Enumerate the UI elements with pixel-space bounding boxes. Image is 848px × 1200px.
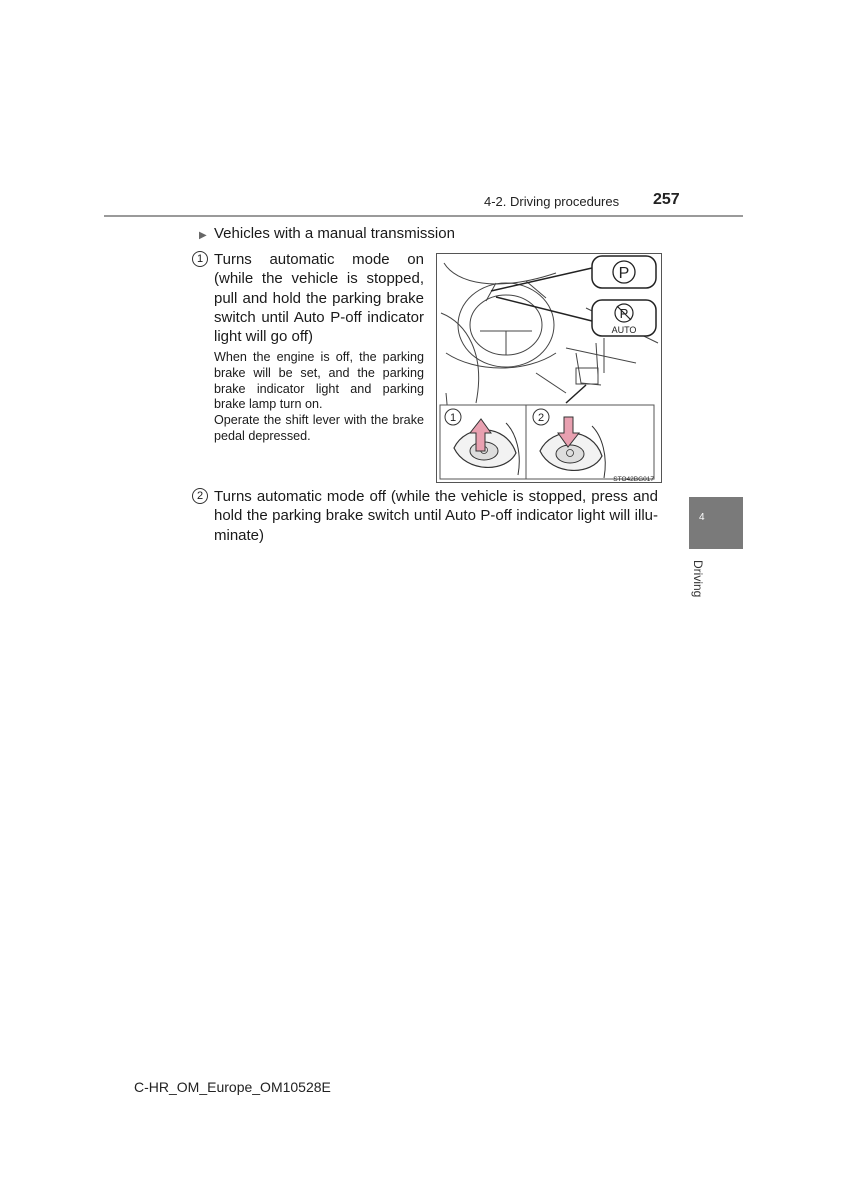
footer-document-code: C-HR_OM_Europe_OM10528E [134,1079,331,1095]
item-1-text: Turns automatic mode on (while the vehicle is stopped, pull and hold the parking brake switch until Auto P-off indicator light will go off) [214,251,424,346]
chapter-tab-number: 4 [699,512,705,523]
indicator-p-text: P [618,265,630,282]
item-1-note-1: When the engine is off, the parking brake will be set, and the parking brake indicator light and parking brake lamp turn on. [214,350,424,412]
parking-brake-illustration [436,253,662,483]
section-bullet-text: Vehicles with a manual transmission [214,225,455,242]
indicator-p-auto-text: P [619,306,629,321]
item-number-1: 1 [192,251,208,267]
triangle-bullet-icon: ▶ [199,230,207,241]
item-number-2: 2 [192,488,208,504]
running-header-section: 4-2. Driving procedures [484,194,620,209]
header-rule [104,215,743,217]
chapter-tab-label: Driving [691,560,705,598]
item-1-note-2: Operate the shift lever with the brake pedal depressed. [214,413,424,443]
figure-code: STO42BG017 [613,476,654,483]
page-number: 257 [653,191,680,208]
panel-2-number: 2 [537,412,545,424]
auto-label: AUTO [611,325,637,335]
item-2-text: Turns automatic mode off (while the vehicle is stopped, press and hold the parking brake switch until Auto P-off indicator light will illu-minate) [214,488,658,544]
panel-1-number: 1 [449,412,457,424]
chapter-tab [689,497,743,549]
